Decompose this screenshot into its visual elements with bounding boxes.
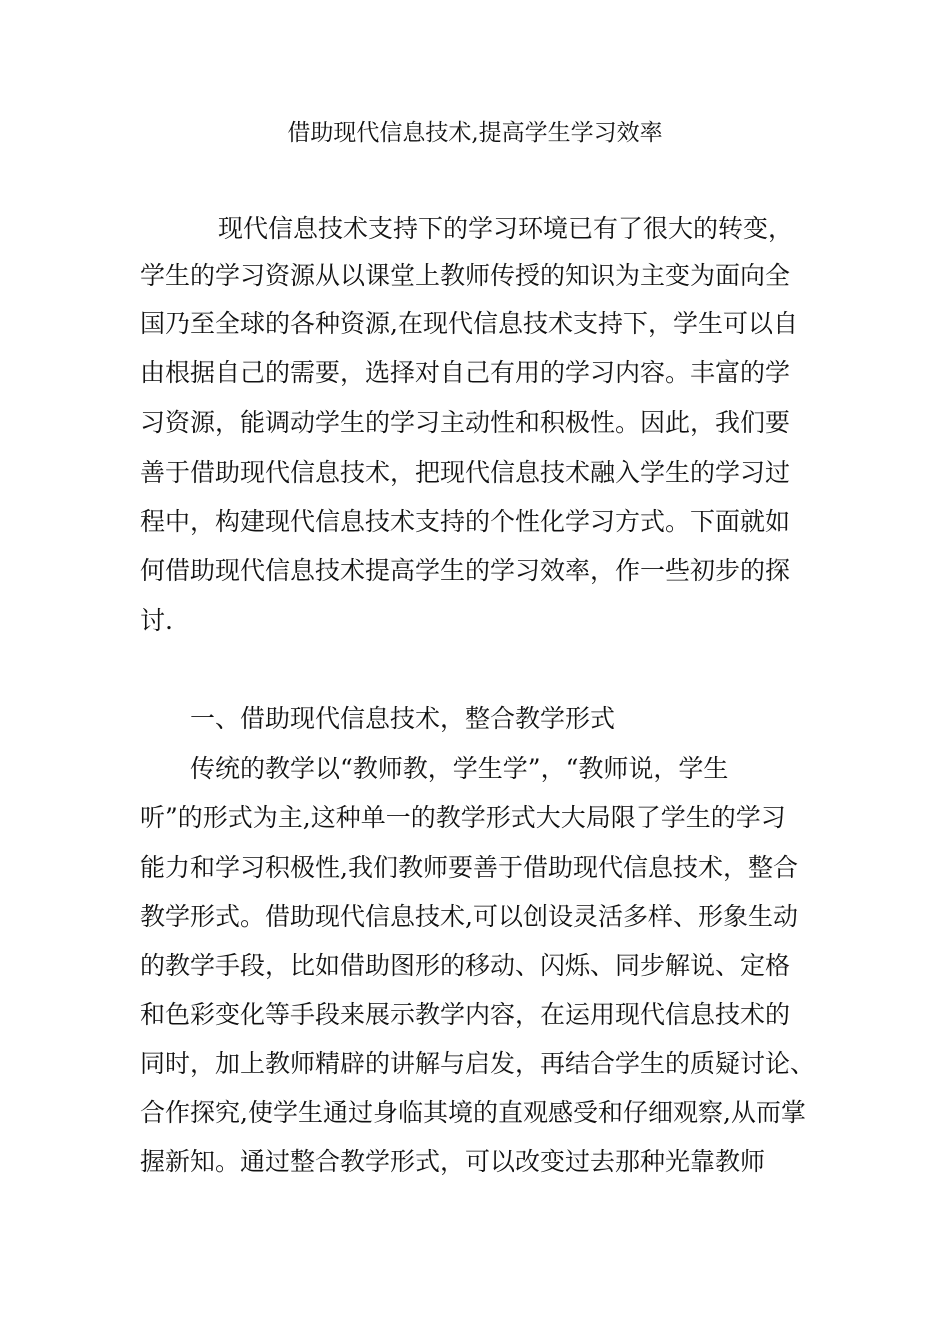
section-1-line-4: 教学形式。借助现代信息技术,可以创设灵活多样、形象生动	[140, 902, 798, 931]
section-1-heading: 一、借助现代信息技术，整合教学形式	[190, 704, 616, 733]
section-1-line-1: 传统的教学以“教师教，学生学”，“教师说，学生	[190, 754, 729, 783]
intro-line-2: 学生的学习资源从以课堂上教师传授的知识为主变为面向全	[140, 261, 791, 290]
section-1-line-7: 同时，加上教师精辟的讲解与启发，再结合学生的质疑讨论、	[140, 1049, 816, 1078]
intro-line-4: 由根据自己的需要，选择对自己有用的学习内容。丰富的学	[140, 358, 791, 387]
intro-line-6: 善于借助现代信息技术，把现代信息技术融入学生的学习过	[140, 458, 791, 487]
intro-line-3: 国乃至全球的各种资源,在现代信息技术支持下，学生可以自	[140, 309, 798, 338]
intro-line-5: 习资源，能调动学生的学习主动性和积极性。因此，我们要	[140, 408, 791, 437]
intro-line-7: 程中，构建现代信息技术支持的个性化学习方式。下面就如	[140, 507, 791, 536]
intro-line-9: 讨.	[140, 606, 173, 635]
document-title: 借助现代信息技术,提高学生学习效率	[287, 120, 663, 146]
section-1-line-5: 的教学手段，比如借助图形的移动、闪烁、同步解说、定格	[140, 951, 791, 980]
section-1-line-8: 合作探究,使学生通过身临其境的直观感受和仔细观察,从而掌	[140, 1098, 806, 1127]
section-1-line-6: 和色彩变化等手段来展示教学内容，在运用现代信息技术的	[140, 1000, 791, 1029]
section-1-line-9: 握新知。通过整合教学形式，可以改变过去那种光靠教师	[140, 1147, 766, 1176]
intro-line-8: 何借助现代信息技术提高学生的学习效率，作一些初步的探	[140, 556, 791, 585]
section-1-line-3: 能力和学习积极性,我们教师要善于借助现代信息技术，整合	[140, 853, 798, 882]
section-1-line-2: 听”的形式为主,这种单一的教学形式大大局限了学生的学习	[140, 803, 786, 832]
intro-line-1: 现代信息技术支持下的学习环境已有了很大的转变，	[218, 214, 794, 243]
